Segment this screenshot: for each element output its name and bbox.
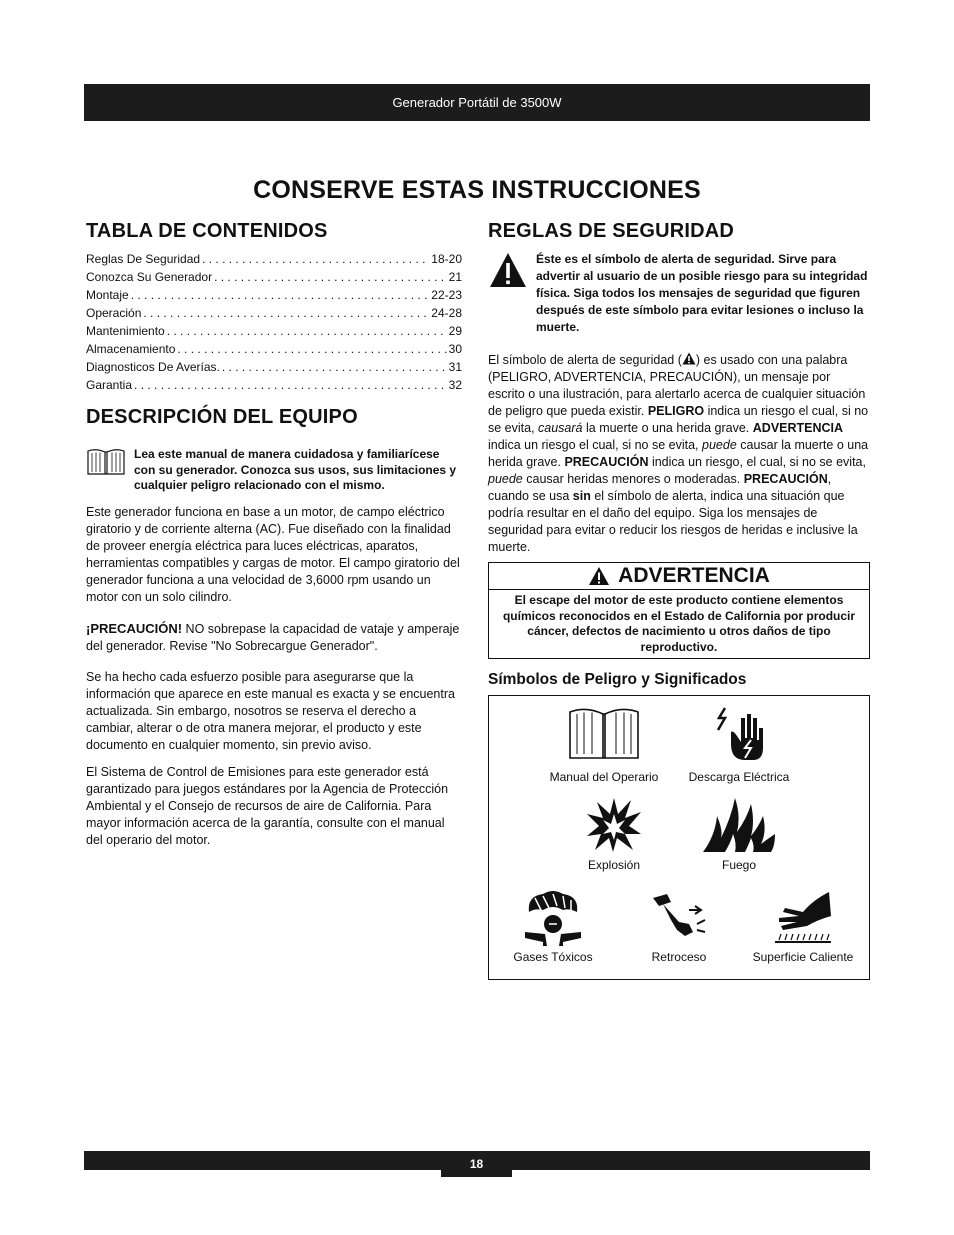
page-title: CONSERVE ESTAS INSTRUCCIONES bbox=[253, 176, 701, 204]
symbol-label: Fuego bbox=[721, 858, 757, 872]
toc-item-page: 29 bbox=[448, 324, 462, 338]
right-column bbox=[488, 220, 870, 980]
toc-item-label: Garantia bbox=[86, 378, 133, 392]
descripcion-paragraph-1: Este generador funciona en base a un motor, de campo eléctrico giratorio y de corriente alterna (AC). Fue diseñado con la finalidad de proveer energía eléctrica para luces eléctricas, aparatos, herramientas compatibles y cargas de motor. El campo giratorio del generador funciona a una velocidad de 3,6000 rpm usando un motor con un solo cilindro. bbox=[86, 504, 460, 604]
toc-item-page: 31 bbox=[448, 360, 462, 374]
reglas-text: la muerte o una herida grave. bbox=[582, 421, 753, 435]
advertencia-term: ADVERTENCIA bbox=[752, 421, 844, 435]
toc-item-page: 21 bbox=[448, 270, 462, 284]
toc-item[interactable] bbox=[86, 286, 462, 304]
toc-leader bbox=[131, 286, 430, 304]
toc-item-page: 18-20 bbox=[431, 252, 462, 266]
symbol-fire bbox=[674, 796, 804, 872]
inline-alert-icon bbox=[682, 352, 696, 365]
reglas-text: causar la muerte o una herida grave. bbox=[488, 438, 869, 469]
toc-item-page: 24-28 bbox=[431, 306, 462, 320]
toc-list bbox=[86, 250, 462, 394]
descripcion-paragraph-3: El Sistema de Control de Emisiones para este generador está garantizado para juegos estándares por la Agencia de Protección Ambiental y el Consejo de recursos de aire de California. Para mayor información acerca de la garantía, consulte con el manual del operario del motor. bbox=[86, 764, 449, 847]
precaucion-term: PRECAUCIÓN bbox=[564, 455, 649, 469]
toc-item-label: Mantenimiento bbox=[86, 324, 165, 338]
symbol-explosion bbox=[539, 796, 689, 872]
kickback-icon bbox=[649, 890, 709, 946]
reglas-text: indica un riesgo, el cual, si no se evita, bbox=[648, 455, 866, 469]
reglas-emphasis: sin bbox=[572, 489, 591, 503]
fire-icon bbox=[701, 796, 777, 854]
manual-icon bbox=[566, 704, 642, 762]
toc-item[interactable] bbox=[86, 250, 462, 268]
symbol-toxic-gas bbox=[503, 890, 603, 964]
toc-item-page: 32 bbox=[448, 378, 462, 392]
warning-alert-icon bbox=[588, 566, 610, 586]
toc-item-label: Diagnosticos De Averías. bbox=[86, 360, 220, 374]
reglas-text: , cuando se usa bbox=[488, 472, 832, 503]
left-column bbox=[86, 220, 462, 863]
peligro-term: PELIGRO bbox=[647, 404, 705, 418]
reglas-emphasis: puede bbox=[488, 472, 523, 486]
hot-surface-icon bbox=[773, 890, 833, 946]
reglas-text: el símbolo de alerta, indica una situación que podría resultar en el daño del equipo. Siga los mensajes de seguridad para evitar o reducir los riesgos de heridas e inclusive la muerte. bbox=[488, 489, 858, 554]
header-bar bbox=[84, 84, 870, 121]
manual-book-icon bbox=[86, 447, 126, 482]
symbol-kickback bbox=[629, 890, 729, 964]
reglas-text: ) es usado con una palabra (PELIGRO, ADVERTENCIA, PRECAUCIÓN), un mensaje por escrito o una ilustración, para alertarlo acerca de cualquier situación de peligro que pueda existir. bbox=[488, 353, 866, 418]
caution-text: NO sobrepase la capacidad de vataje y amperaje del generador. Revise "No Sobrecargue Generador". bbox=[86, 621, 460, 653]
toc-item[interactable] bbox=[86, 322, 462, 340]
symbol-label: Superficie Caliente bbox=[752, 950, 854, 964]
toc-item[interactable] bbox=[86, 340, 462, 358]
electric-shock-icon bbox=[709, 704, 769, 762]
toc-leader bbox=[134, 376, 447, 394]
safety-alert-block bbox=[488, 251, 870, 336]
warning-box bbox=[488, 562, 870, 659]
simbolos-heading: Símbolos de Peligro y Significados bbox=[488, 671, 747, 688]
warning-text: El escape del motor de este producto contiene elementos químicos reconocidos en el Estado de California por producir cáncer, defectos de nacimiento u otros daños de tipo reproductivo. bbox=[502, 593, 856, 654]
toc-leader bbox=[143, 304, 429, 322]
toc-leader bbox=[177, 340, 446, 358]
symbol-label: Retroceso bbox=[651, 950, 707, 964]
symbol-label: Explosión bbox=[587, 858, 641, 872]
symbol-electric-shock bbox=[669, 704, 809, 784]
warning-title: ADVERTENCIA bbox=[618, 564, 770, 587]
page-number: 18 bbox=[441, 1151, 512, 1177]
reglas-text: indica un riesgo el cual, si no se evita, bbox=[488, 404, 869, 435]
reglas-heading: REGLAS DE SEGURIDAD bbox=[488, 220, 735, 242]
toc-leader bbox=[167, 322, 447, 340]
toc-item-label: Conozca Su Generador bbox=[86, 270, 213, 284]
warning-header bbox=[489, 563, 869, 590]
symbol-label: Gases Tóxicos bbox=[513, 950, 593, 964]
safety-alert-text: Éste es el símbolo de alerta de seguridad. Sirve para advertir al usuario de un posible riesgo para su integridad física. Siga todos los mensajes de seguridad que figuren después de este símbolo para evitar lesiones o incluso la muerte. bbox=[536, 252, 868, 334]
symbol-label: Manual del Operario bbox=[549, 770, 659, 784]
toc-item-label: Almacenamiento bbox=[86, 342, 176, 356]
toc-leader bbox=[222, 358, 447, 376]
reglas-emphasis: causará bbox=[538, 421, 583, 435]
descripcion-paragraph-2: Se ha hecho cada esfuerzo posible para asegurarse que la información que aparece en este manual es exacta y se encuentra actualizada. Sin embargo, nosotros se reserva el derecho a cambiar, alterar o de otra manera mejorar, el producto y este documento en cualquier momento, sin previo aviso. bbox=[86, 669, 455, 752]
explosion-icon bbox=[585, 796, 643, 854]
reglas-emphasis: puede bbox=[702, 438, 737, 452]
hazard-symbols-box bbox=[488, 695, 870, 980]
toc-item-page: 30 bbox=[448, 342, 462, 356]
toc-leader bbox=[202, 250, 429, 268]
toc-item[interactable] bbox=[86, 358, 462, 376]
toc-item[interactable] bbox=[86, 376, 462, 394]
reglas-text: causar heridas menores o moderadas. bbox=[522, 472, 744, 486]
reglas-text: El símbolo de alerta de seguridad ( bbox=[488, 353, 682, 367]
toc-leader bbox=[214, 268, 447, 286]
caution-label: ¡PRECAUCIÓN! bbox=[86, 620, 183, 636]
descripcion-heading: DESCRIPCIÓN DEL EQUIPO bbox=[86, 406, 358, 428]
reglas-paragraph bbox=[488, 352, 870, 556]
toc-item-label: Operación bbox=[86, 306, 142, 320]
toxic-gas-icon bbox=[523, 890, 583, 946]
manual-notice-text: Lea este manual de manera cuidadosa y familiarícese con su generador. Conozca sus usos, sus limitaciones y cualquier peligro relacionado con el mismo. bbox=[134, 447, 457, 492]
header-title: Generador Portátil de 3500W bbox=[392, 95, 562, 110]
safety-alert-icon bbox=[488, 251, 528, 294]
reglas-text: indica un riesgo el cual, si no se evita, bbox=[488, 438, 703, 452]
symbol-hot-surface bbox=[741, 890, 865, 964]
toc-heading: TABLA DE CONTENIDOS bbox=[86, 220, 328, 242]
caution-paragraph bbox=[86, 620, 462, 655]
toc-item[interactable] bbox=[86, 304, 462, 322]
symbol-label: Descarga Eléctrica bbox=[688, 770, 790, 784]
toc-item-label: Reglas De Seguridad bbox=[86, 252, 201, 266]
toc-item[interactable] bbox=[86, 268, 462, 286]
toc-item-page: 22-23 bbox=[431, 288, 462, 302]
manual-notice bbox=[86, 447, 462, 494]
precaucion-term: PRECAUCIÓN bbox=[743, 472, 828, 486]
symbol-manual bbox=[529, 704, 679, 784]
toc-item-label: Montaje bbox=[86, 288, 129, 302]
